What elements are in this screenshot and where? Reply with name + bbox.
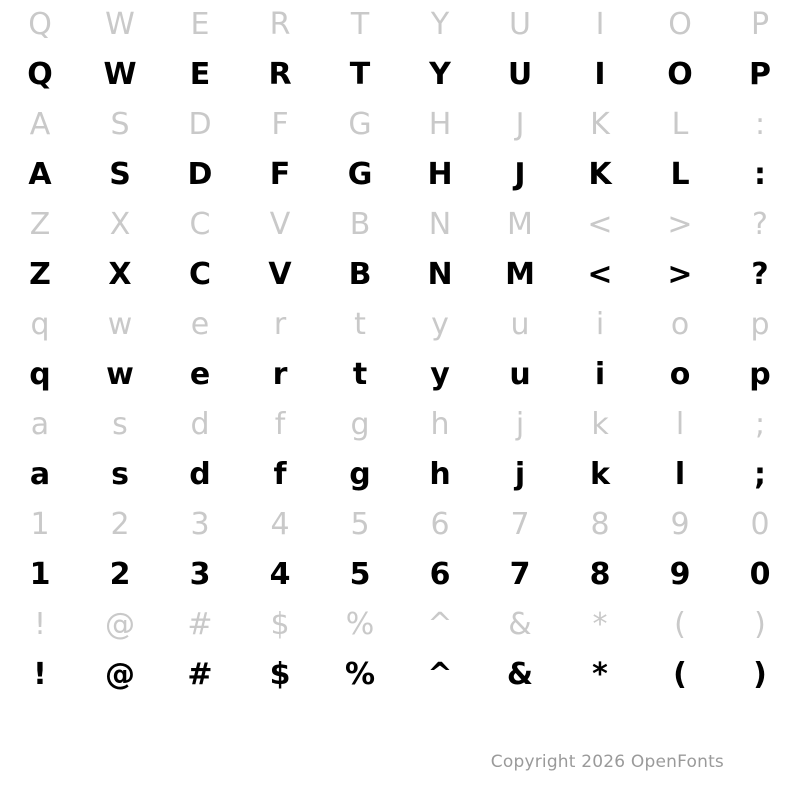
glyph-cell: f bbox=[274, 407, 286, 442]
glyph-cell: 1 bbox=[30, 507, 50, 542]
glyph-cell: Q bbox=[27, 57, 53, 92]
glyph-cell: < bbox=[587, 207, 613, 242]
glyph-cell: j bbox=[514, 457, 526, 492]
glyph-cell: U bbox=[507, 57, 533, 92]
glyph-cell: h bbox=[429, 457, 451, 492]
glyph-cell: t bbox=[354, 307, 366, 342]
glyph-cell: o bbox=[670, 307, 690, 342]
glyph-cell: M bbox=[505, 257, 535, 292]
glyph-cell: k bbox=[590, 457, 610, 492]
glyph-cell: R bbox=[269, 7, 291, 42]
glyph-cell: & bbox=[506, 657, 534, 692]
glyph-cell: u bbox=[509, 357, 531, 392]
glyph-cell: W bbox=[103, 57, 137, 92]
glyph-cell: X bbox=[108, 257, 132, 292]
glyph-cell: ^ bbox=[427, 607, 453, 642]
glyph-cell: D bbox=[188, 107, 212, 142]
glyph-cell: w bbox=[107, 307, 133, 342]
glyph-cell: E bbox=[190, 7, 210, 42]
glyph-cell: * bbox=[592, 607, 608, 642]
glyph-cell: < bbox=[587, 257, 613, 292]
glyph-cell: d bbox=[190, 407, 210, 442]
glyph-row bbox=[0, 450, 800, 500]
glyph-row bbox=[0, 200, 800, 250]
glyph-cell: h bbox=[430, 407, 450, 442]
glyph-cell: & bbox=[508, 607, 532, 642]
glyph-cell: ( bbox=[674, 607, 686, 642]
glyph-cell: 8 bbox=[589, 557, 611, 592]
glyph-row bbox=[0, 650, 800, 700]
glyph-cell: ) bbox=[753, 657, 767, 692]
glyph-row bbox=[0, 100, 800, 150]
glyph-cell: A bbox=[29, 107, 51, 142]
glyph-cell: I bbox=[595, 7, 605, 42]
glyph-cell: k bbox=[591, 407, 609, 442]
glyph-cell: @ bbox=[105, 657, 135, 692]
glyph-cell: ( bbox=[673, 657, 687, 692]
glyph-cell: 5 bbox=[350, 507, 370, 542]
glyph-cell: K bbox=[590, 107, 610, 142]
glyph-cell: ; bbox=[754, 457, 766, 492]
glyph-row bbox=[0, 550, 800, 600]
glyph-cell: 7 bbox=[509, 557, 531, 592]
glyph-cell: a bbox=[29, 457, 51, 492]
glyph-cell: Q bbox=[28, 7, 52, 42]
glyph-cell: > bbox=[667, 257, 693, 292]
glyph-cell: Z bbox=[29, 257, 51, 292]
glyph-cell: f bbox=[273, 457, 287, 492]
glyph-cell: # bbox=[187, 607, 213, 642]
glyph-cell: ! bbox=[33, 657, 47, 692]
glyph-cell: G bbox=[348, 107, 372, 142]
glyph-cell: I bbox=[594, 57, 606, 92]
glyph-cell: ! bbox=[33, 607, 47, 642]
glyph-cell: Y bbox=[429, 57, 451, 92]
glyph-cell: F bbox=[269, 157, 291, 192]
glyph-cell: s bbox=[112, 407, 128, 442]
glyph-row bbox=[0, 350, 800, 400]
glyph-cell: 0 bbox=[749, 557, 771, 592]
glyph-cell: P bbox=[749, 57, 771, 92]
glyph-cell: K bbox=[588, 157, 612, 192]
glyph-cell: J bbox=[514, 157, 526, 192]
glyph-cell: % bbox=[344, 657, 376, 692]
glyph-cell: L bbox=[671, 107, 689, 142]
glyph-row bbox=[0, 300, 800, 350]
glyph-row bbox=[0, 250, 800, 300]
copyright-notice: Copyright 2026 OpenFonts bbox=[490, 752, 724, 772]
glyph-cell: # bbox=[187, 657, 213, 692]
glyph-cell: > bbox=[667, 207, 693, 242]
glyph-cell: ? bbox=[751, 257, 769, 292]
glyph-cell: g bbox=[350, 407, 370, 442]
glyph-cell: T bbox=[349, 57, 371, 92]
glyph-cell: t bbox=[352, 357, 368, 392]
glyph-cell: o bbox=[669, 357, 691, 392]
glyph-cell: i bbox=[595, 307, 605, 342]
glyph-cell: r bbox=[272, 357, 288, 392]
glyph-cell: @ bbox=[105, 607, 135, 642]
glyph-cell: H bbox=[427, 157, 453, 192]
glyph-cell: ? bbox=[752, 207, 768, 242]
glyph-cell: * bbox=[592, 657, 608, 692]
glyph-cell: U bbox=[509, 7, 531, 42]
glyph-cell: B bbox=[348, 257, 372, 292]
glyph-cell: e bbox=[189, 357, 211, 392]
glyph-cell: l bbox=[675, 407, 685, 442]
glyph-cell: 0 bbox=[750, 507, 770, 542]
glyph-cell: 6 bbox=[429, 557, 451, 592]
glyph-cell: S bbox=[109, 157, 131, 192]
glyph-cell: J bbox=[515, 107, 525, 142]
glyph-cell: ; bbox=[754, 407, 766, 442]
glyph-cell: e bbox=[190, 307, 210, 342]
glyph-cell: Y bbox=[430, 7, 450, 42]
glyph-row bbox=[0, 50, 800, 100]
glyph-row bbox=[0, 150, 800, 200]
glyph-cell: T bbox=[350, 7, 370, 42]
glyph-cell: G bbox=[347, 157, 373, 192]
glyph-cell: q bbox=[30, 307, 50, 342]
glyph-cell: ) bbox=[754, 607, 766, 642]
glyph-cell: N bbox=[427, 257, 453, 292]
glyph-cell: s bbox=[111, 457, 129, 492]
glyph-cell: d bbox=[189, 457, 211, 492]
glyph-cell: y bbox=[431, 307, 449, 342]
glyph-cell: P bbox=[750, 7, 770, 42]
glyph-cell: j bbox=[515, 407, 525, 442]
glyph-cell: : bbox=[754, 157, 766, 192]
glyph-cell: q bbox=[29, 357, 51, 392]
glyph-cell: : bbox=[754, 107, 766, 142]
glyph-row bbox=[0, 500, 800, 550]
glyph-cell: w bbox=[106, 357, 134, 392]
glyph-cell: $ bbox=[269, 657, 291, 692]
glyph-cell: 9 bbox=[670, 507, 690, 542]
glyph-cell: g bbox=[349, 457, 371, 492]
glyph-cell: 7 bbox=[510, 507, 530, 542]
glyph-cell: F bbox=[271, 107, 289, 142]
glyph-row bbox=[0, 600, 800, 650]
glyph-cell: C bbox=[188, 257, 212, 292]
glyph-cell: % bbox=[345, 607, 375, 642]
glyph-cell: p bbox=[749, 357, 771, 392]
glyph-cell: a bbox=[30, 407, 50, 442]
glyph-cell: $ bbox=[270, 607, 290, 642]
glyph-row bbox=[0, 400, 800, 450]
glyph-cell: L bbox=[670, 157, 690, 192]
glyph-cell: C bbox=[189, 207, 211, 242]
glyph-cell: 2 bbox=[109, 557, 131, 592]
glyph-cell: i bbox=[594, 357, 606, 392]
glyph-cell: 3 bbox=[189, 557, 211, 592]
glyph-cell: A bbox=[28, 157, 52, 192]
glyph-cell: r bbox=[273, 307, 287, 342]
glyph-cell: u bbox=[510, 307, 530, 342]
glyph-cell: S bbox=[110, 107, 130, 142]
glyph-cell: O bbox=[668, 7, 692, 42]
glyph-cell: B bbox=[349, 207, 371, 242]
glyph-row bbox=[0, 0, 800, 50]
glyph-cell: N bbox=[428, 207, 452, 242]
glyph-cell: 9 bbox=[669, 557, 691, 592]
glyph-cell: l bbox=[674, 457, 686, 492]
glyph-cell: V bbox=[268, 257, 292, 292]
glyph-cell: W bbox=[105, 7, 135, 42]
glyph-cell: M bbox=[507, 207, 533, 242]
glyph-cell: R bbox=[268, 57, 292, 92]
glyph-cell: 5 bbox=[349, 557, 371, 592]
glyph-cell: 4 bbox=[270, 507, 290, 542]
glyph-cell: 3 bbox=[190, 507, 210, 542]
glyph-cell: 6 bbox=[430, 507, 450, 542]
glyph-cell: p bbox=[750, 307, 770, 342]
glyph-cell: 1 bbox=[29, 557, 51, 592]
glyph-cell: E bbox=[189, 57, 211, 92]
glyph-cell: Z bbox=[29, 207, 51, 242]
glyph-cell: ^ bbox=[427, 657, 453, 692]
glyph-cell: V bbox=[269, 207, 291, 242]
glyph-cell: X bbox=[109, 207, 131, 242]
glyph-cell: D bbox=[187, 157, 213, 192]
glyph-cell: H bbox=[428, 107, 452, 142]
glyph-cell: y bbox=[430, 357, 450, 392]
glyph-cell: O bbox=[667, 57, 693, 92]
glyph-cell: 8 bbox=[590, 507, 610, 542]
glyph-cell: 4 bbox=[269, 557, 291, 592]
glyph-cell: 2 bbox=[110, 507, 130, 542]
